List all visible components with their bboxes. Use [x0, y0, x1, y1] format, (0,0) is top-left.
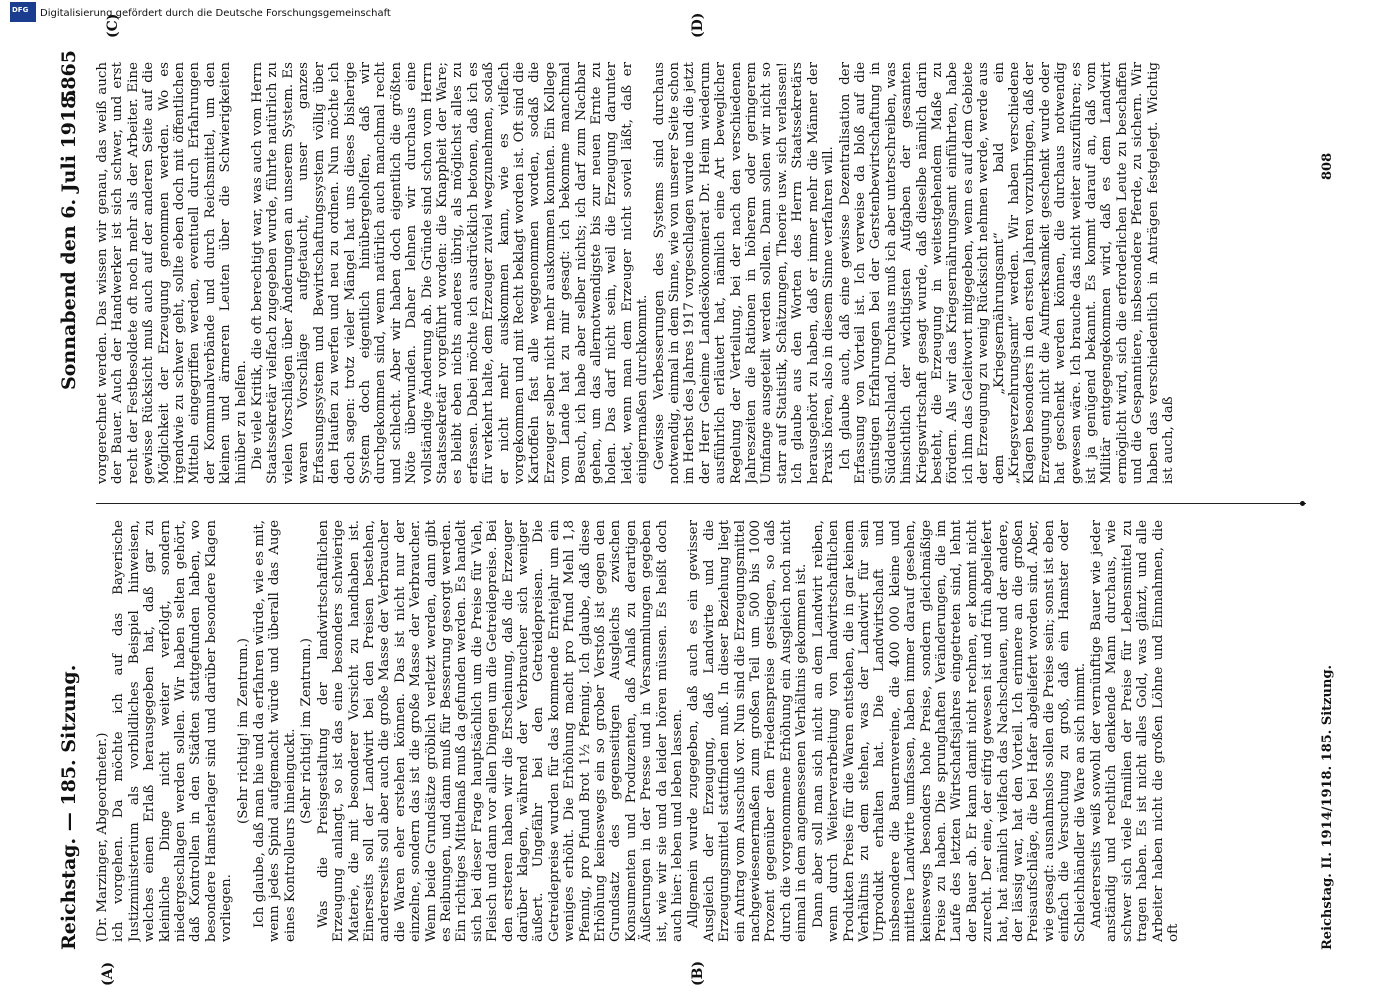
margin-marker-d: (D)	[690, 12, 706, 38]
left-column	[95, 520, 1325, 942]
digitization-credit	[40, 2, 1340, 22]
page-number: 5865	[58, 50, 80, 103]
dfg-logo-text: DFG	[12, 6, 29, 14]
credit-text: Digitalisierung gefördert durch die Deutsche Forschungsgemeinschaft	[40, 8, 391, 19]
margin-marker-a: (A)	[100, 961, 116, 986]
right-column	[95, 62, 1325, 484]
paragraph: Allgemein wurde zugegeben, daß auch es ein gewisser Ausgleich der Erzeugung, daß Landwirte und die Erzeugungsmittel stattfinden muß. In dieser Beziehung liegt ein Antrag vom Ausschuß vor. Nun sind die Erzeugungsmittel nachgewiesenermaßen zum großen Teil um 500 bis 1000 Prozent gegenüber dem Friedenspreise gestiegen, so daß durch die vorgenommene Erhöhung ein Ausgleich noch nicht einmal in dem angemessenen Verhältnis gekommen ist.	[686, 520, 810, 942]
paragraph: Dann aber soll man sich nicht an dem Landwirt reiben, wenn durch Weiterverarbeitung von landwirtschaftlichen Produkten Preise für die Waren entstehen, die in gar keinem Verhältnis zu dem stehen, was der Landwirt für sein Urprodukt erhalten hat. Die Landwirtschaft und insbesondere die Bauernvereine, die 400 000 kleine und mittlere Landwirte umfassen, haben immer darauf gesehen, keineswegs besonders hohe Preise, sondern gleichmäßige Preise zu haben. Die sprunghaften Veränderungen, die im Laufe des letzten Wirtschaftsjahres eingetreten sind, lehnt der Bauer ab. Er kann damit nicht rechnen, er kommt nicht zurecht. Der eine, der eifrig gewesen ist und früh abgeliefert hat, hat nämlich vielfach das Nachschauen, und der andere, der lässig war, hat den Vorteil. Ich erinnere an die großen Preisaufschläge, die bei Hafer abgeliefert worden sind. Aber, wie gesagt: ausnahmslos sollen die Preise sein; sonst ist eben einfach die Versuchung zu groß, daß ein Hamster oder Schleichhändler die Ware an sich nimmt.	[810, 520, 1088, 942]
dfg-logo	[10, 2, 36, 22]
interjection: (Sehr richtig! im Zentrum.)	[235, 638, 251, 824]
sheet-number: 808	[1320, 152, 1335, 180]
header-left: Reichstag. — 185. Sitzung.	[58, 664, 80, 950]
margin-marker-b: (B)	[690, 960, 706, 986]
page-header	[58, 50, 88, 950]
paragraph: Ich glaube, daß man hie und da erfahren würde, wie es mit, wenn jedes Spind aufgemacht würde und überall das Auge eines Kontrolleurs hineinguckt.	[252, 520, 298, 942]
paragraph: Die viele Kritik, die oft berechtigt war, was auch vom Herrn Staatssekretär vielfach zugegeben wurde, führte natürlich zu vielen Vorschlägen über Änderungen an unserem System. Es waren Vorschläge aufgetaucht, unser ganzes Erfassungssystem und Bewirtschaftungssystem völlig über den Haufen zu werfen und neu zu ordnen. Nun möchte ich doch sagen: trotz vieler Mängel hat uns dieses bisherige System doch eigentlich hinübergeholfen, daß wir durchgekommen sind, wenn natürlich auch manchmal recht und schlecht. Aber wir haben doch eigentlich die größten Nöte überwunden. Daher lehnen wir durchaus eine vollständige Änderung ab. Die Gründe sind schon vom Herrn Staatssekretär vorgeführt worden: die Knappheit der Ware; es bleibt eben nichts anderes übrig, als möglichst alles zu erfassen. Dabei möchte ich ausdrücklich betonen, daß ich es für verkehrt halte, dem Erzeuger zuviel wegzunehmen, sodaß er nicht mehr auskommen kann, wie es vielfach vorgekommen und mit Recht beklagt worden ist. Oft sind die Kartoffeln fast alle weggenommen worden, sodaß die Erzeuger selber nicht mehr auskommen konnten. Ein Kollege vom Lande hat zu mir gesagt: ich bekomme manchmal Besuch, ich habe aber selber nichts; ich darf zum Nachbar gehen, um das allernotwendigste bis zur neuen Ernte zu holen. Das darf nicht sein, weil die Erzeugung darunter leidet, wenn man dem Erzeuger nicht soviel läßt, daß er einigermaßen durchkommt.	[250, 62, 651, 484]
paragraph: (Dr. Marzinger, Abgeordneter.)	[95, 732, 110, 942]
paragraph: vorgerechnet werden. Das wissen wir genau, das weiß auch der Bauer. Auch der Handwerker ist sich schwer, und erst recht der Festbesoldete oft noch mehr als der Arbeiter. Eine gewisse Rücksicht muß auch auf der anderen Seite auf die Möglichkeit der Erzeugung genommen werden. Wo es irgendwie zu schwer geht, sollte eben doch mit öffentlichen Mitteln eingegriffen werden, eventuell durch Erfahrungen der Kommunalverbände und durch Reichsmittel, um den kleinen und ärmeren Leuten über die Schwierigkeiten hinüber zu helfen.	[95, 62, 249, 484]
bullet-dot	[1300, 501, 1305, 506]
column-divider	[96, 503, 1306, 504]
paragraph: Ich glaube auch, daß eine gewisse Dezentralisation der Erfassung von Vorteil ist. Ich verweise da bloß auf die günstigen Erfahrungen bei der Gerstenbewirtschaftung in Süddeutschland. Durchaus muß ich aber unterschreiben, was hinsichtlich der wichtigsten Aufgaben der gesamten Kriegswirtschaft gesagt wurde, daß dieselbe nämlich darin besteht, die Erzeugung in weitestgehendem Maße zu fördern. Als wir das Kriegsernährungsamt einführten, habe ich ihm das Geleitwort mitgegeben, wenn es auf dem Gebiete der Erzeugung zu wenig Rücksicht nehmen werde, werde aus dem „Kriegsernährungsamt“ bald ein „Kriegsverzehrungsamt“ werden. Wir haben verschiedene Klagen besonders in den ersten Jahren vorzubringen, daß der Erzeugung nicht die Aufmerksamkeit geschenkt wurde oder hat geschenkt werden können, die durchaus notwendig gewesen wäre. Ich brauche das nicht weiter auszuführen; es ist ja genügend bekannt. Es kommt darauf an, daß vom Militär entgegengekommen wird, daß es dem Landwirt ermöglicht wird, sich die erforderlichen Leute zu beschaffen und die Gespanntiere, insbesondere Pferde, zu sichern. Wir haben das verschiedentlich in Anträgen festgelegt. Wichtig ist auch, daß	[837, 62, 1177, 484]
paragraph: Was die Preisgestaltung der landwirtschaftlichen Erzeugung anlangt, so ist das eine besonders schwierige Materie, die mit besonderer Vorsicht zu handhaben ist. Einerseits soll der Landwirt bei den Preisen bestehen, andererseits soll aber auch die große Masse der Verbraucher die Waren eher erstehen können. Das ist nicht nur der einzelne, sondern das ist die große Masse der Verbraucher. Wenn beide Grundsätze gröblich verletzt werden, dann gibt es Reibungen, und dann muß für Besserung gesorgt werden. Ein richtiges Mittelmaß muß da gefunden werden. Es handelt sich bei dieser Frage hauptsächlich um die Preise für Vieh, Fleisch und dann vor allen Dingen um die Getreidepreise. Bei den ersteren haben wir die Erscheinung, daß die Erzeuger darüber klagen, während der Verbraucher sich weniger äußert. Ungefähr bei den Getreidepreisen. Die Getreidepreise wurden für das kommende Erntejahr um ein weniges erhöht. Die Erhöhung macht pro Pfund Mehl 1,8 Pfennig, pro Pfund Brot 1½ Pfennig. Ich glaube, daß diese Erhöhung keineswegs ein so grober Verstoß ist gegen den Grundsatz des gegenseitigen Ausgleichs zwischen Konsumenten und Produzenten, daß Anlaß zu derartigen Äußerungen in der Presse und in Versammlungen gegeben ist, wie wir sie und da leider hören müssen. Es heißt doch auch hier: leben und leben lassen.	[315, 520, 686, 942]
paragraph: Gewisse Verbesserungen des Systems sind durchaus notwendig, einmal in dem Sinne, wie von unserer Seite schon im Herbst des Jahres 1917 vorgeschlagen wurde und die jetzt der Herr Geheime Landesökonomierat Dr. Heim wiederum ausführlich erläutert hat, nämlich eine Art beweglicher Regelung der Verteilung, bei der nach den verschiedenen Jahreszeiten die Rationen in höherem oder geringerem Umfange ausgeteilt werden sollen. Dann sollen wir nicht so starr auf Statistik, Schätzungen, Theorie usw. sich verlassen! Ich glaube aus den Worten des Herrn Staatssekretärs herausgehört zu haben, daß er immer mehr die Männer der Praxis hören, also in diesem Sinne verfahren will.	[651, 62, 837, 484]
paragraph: ich vorgehen. Da möchte ich auf das Bayerische Justizministerium als vorbildliches Beispiel hinweisen, welches einen Erlaß herausgegeben hat, daß gar zu kleinliche Dinge nicht weiter verfolgt, sondern niedergeschlagen werden sollen. Wir haben selten gehört, daß Kontrollen in den Städten stattgefunden haben, wo besondere Hamsterlager sind und darüber besondere Klagen vorliegen.	[111, 520, 235, 942]
margin-marker-c: (C)	[105, 13, 121, 38]
footer-left: Reichstag. II. 1914/1918. 185. Sitzung.	[1320, 664, 1335, 950]
header-date: Sonnabend den 6. Juli 1918.	[58, 88, 80, 390]
interjection: (Sehr richtig! im Zentrum.)	[299, 638, 315, 824]
paragraph: Andererseits weiß sowohl der vernünftige Bauer wie jeder anständig und rechtlich denkende Mann durchaus, wie schwer sich viele Familien der Preise für Lebensmittel zu tragen haben. Es ist nicht alles Gold, was glänzt, und alle Arbeiter haben nicht die großen Löhne und Einnahmen, die oft	[1089, 520, 1182, 942]
